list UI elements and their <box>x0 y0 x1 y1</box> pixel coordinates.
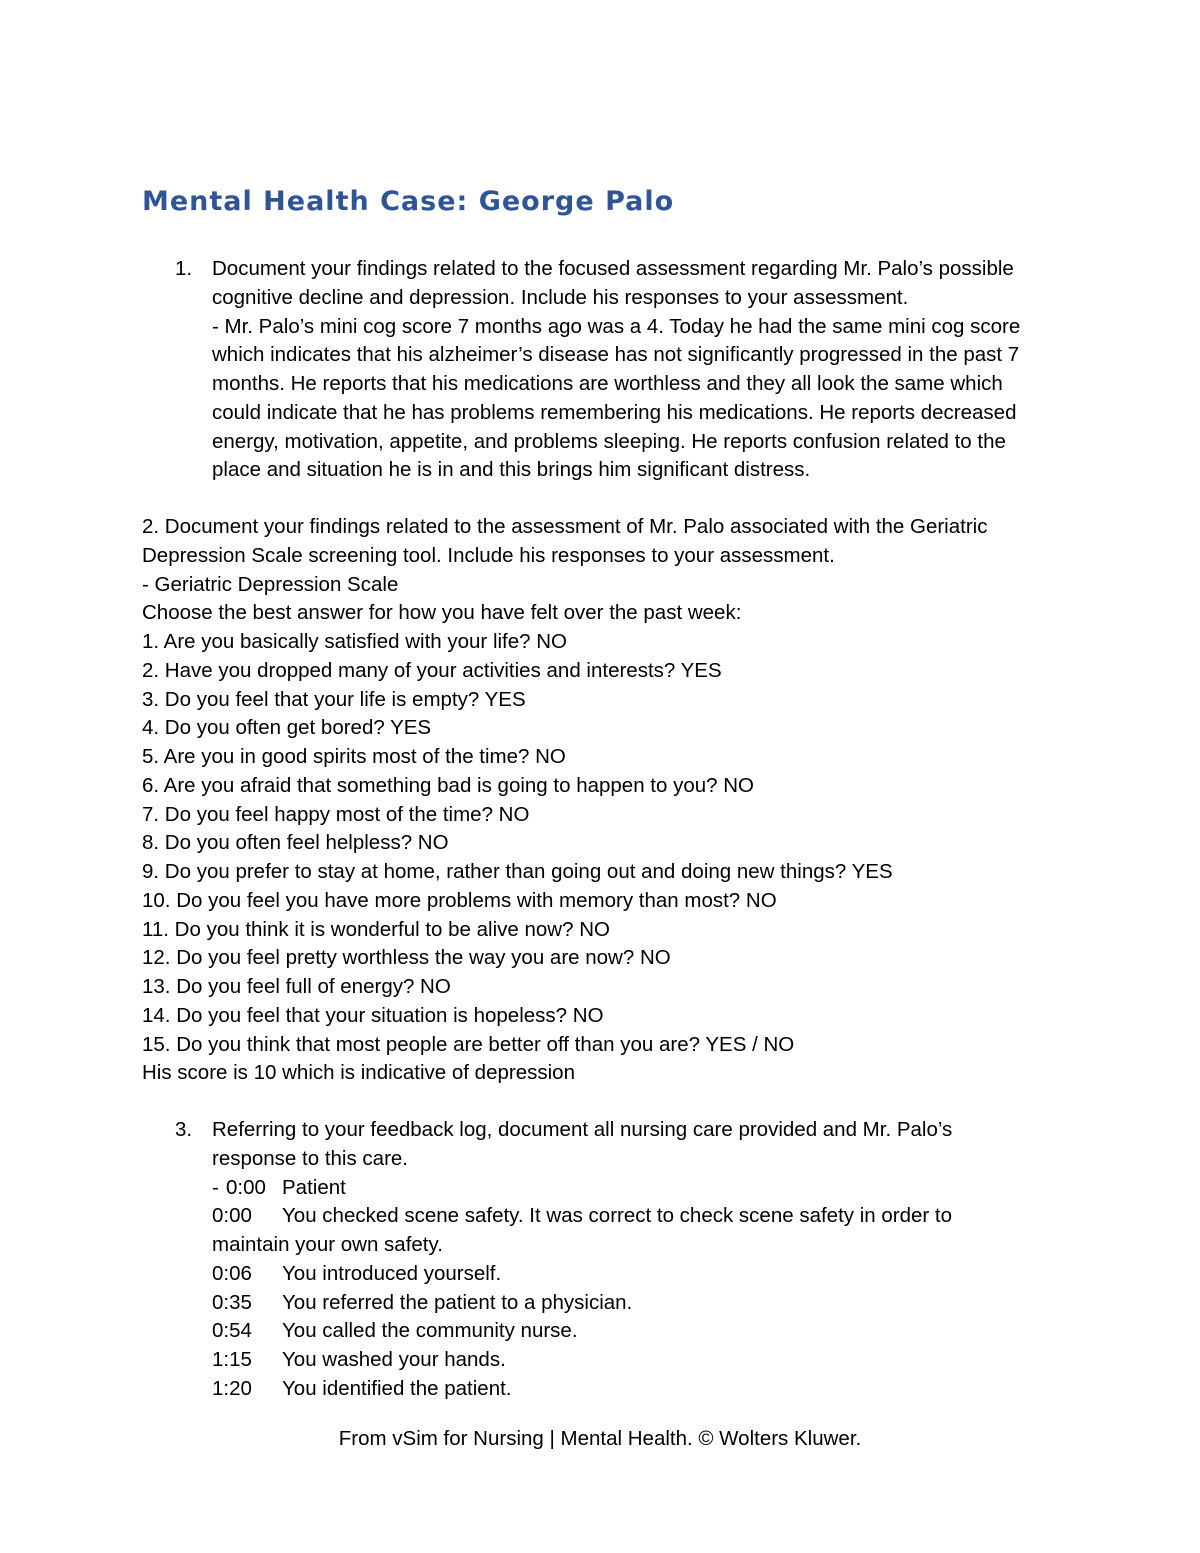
scale-instruction: Choose the best answer for how you have felt over the past week: <box>142 601 742 625</box>
page-footer: From vSim for Nursing | Mental Health. © Wolters Kluwer. <box>338 1427 862 1450</box>
question-1-prompt-line: cognitive decline and depression. Include his responses to your assessment. <box>212 285 909 309</box>
log-text: You called the community nurse. <box>282 1319 578 1343</box>
log-text: You checked scene safety. It was correct to check scene safety in order to <box>282 1204 953 1228</box>
question-2-prompt-line: Depression Scale screening tool. Include his responses to your assessment. <box>142 543 835 567</box>
question-3 <box>142 1116 1082 1404</box>
scale-item: 8. Do you often feel helpless? NO <box>142 831 449 855</box>
log-text-continued: maintain your own safety. <box>212 1233 443 1256</box>
scale-item: 2. Have you dropped many of your activities and interests? YES <box>142 658 722 682</box>
question-1-answer-line: months. He reports that his medications are worthless and they all look the same which <box>212 372 1003 395</box>
log-entry <box>212 1375 1082 1404</box>
scale-item: 4. Do you often get bored? YES <box>142 716 432 740</box>
log-text: You referred the patient to a physician. <box>282 1290 633 1314</box>
log-text: You introduced yourself. <box>282 1261 502 1285</box>
log-text: Patient <box>282 1175 346 1199</box>
question-1-answer-line: place and situation he is in and this brings him significant distress. <box>212 458 811 482</box>
question-1-answer-line: - Mr. Palo’s mini cog score 7 months ago was a 4. Today he had the same mini cog score <box>212 314 1021 338</box>
scale-item: 7. Do you feel happy most of the time? NO <box>142 802 530 826</box>
log-entry <box>212 1317 1082 1346</box>
scale-item: 15. Do you think that most people are better off than you are? YES / NO <box>142 1032 795 1056</box>
question-2 <box>142 513 1102 1088</box>
scale-item: 5. Are you in good spirits most of the time? NO <box>142 745 566 768</box>
log-entry <box>212 1289 1082 1318</box>
scale-title: - Geriatric Depression Scale <box>142 572 399 596</box>
scale-item: 6. Are you afraid that something bad is going to happen to you? NO <box>142 773 754 797</box>
question-3-number: 3. <box>175 1118 193 1141</box>
question-1 <box>142 255 1082 485</box>
document-title: Mental Health Case: George Palo <box>142 186 675 217</box>
log-header-prefix: - <box>212 1175 219 1199</box>
scale-item: 11. Do you think it is wonderful to be alive now? NO <box>142 917 610 941</box>
question-1-prompt-line: Document your findings related to the focused assessment regarding Mr. Palo’s possible <box>212 257 1014 280</box>
scale-item: 12. Do you feel pretty worthless the way you are now? NO <box>142 946 671 970</box>
log-header <box>212 1174 1082 1203</box>
scale-score: His score is 10 which is indicative of depression <box>142 1061 575 1085</box>
question-1-number: 1. <box>175 257 193 280</box>
log-text: You washed your hands. <box>282 1348 506 1371</box>
log-entry <box>212 1260 1082 1289</box>
log-time: 0:00 <box>226 1175 266 1199</box>
scale-item: 9. Do you prefer to stay at home, rather than going out and doing new things? YES <box>142 860 893 883</box>
scale-item: 14. Do you feel that your situation is hopeless? NO <box>142 1003 604 1027</box>
scale-item: 13. Do you feel full of energy? NO <box>142 975 451 998</box>
question-2-prompt-line: 2. Document your findings related to the assessment of Mr. Palo associated with the Geriatric <box>142 515 988 538</box>
log-text: You identified the patient. <box>282 1376 512 1400</box>
question-1-answer-line: could indicate that he has problems remembering his medications. He reports decreased <box>212 400 1017 424</box>
log-entry <box>212 1202 1082 1231</box>
log-time: 0:35 <box>212 1290 252 1314</box>
scale-item: 10. Do you feel you have more problems with memory than most? NO <box>142 888 777 912</box>
question-3-prompt-line: response to this care. <box>212 1146 408 1170</box>
scale-item: 1. Are you basically satisfied with your life? NO <box>142 630 567 653</box>
scale-item: 3. Do you feel that your life is empty? YES <box>142 687 526 711</box>
question-1-answer-line: which indicates that his alzheimer’s disease has not significantly progressed in the past 7 <box>212 343 1020 367</box>
log-entry <box>212 1346 1082 1375</box>
question-3-prompt-line: Referring to your feedback log, document all nursing care provided and Mr. Palo’s <box>212 1118 953 1141</box>
log-time: 1:20 <box>212 1376 252 1400</box>
log-time: 0:06 <box>212 1261 252 1285</box>
log-time: 1:15 <box>212 1348 252 1371</box>
log-time: 0:54 <box>212 1319 252 1343</box>
log-time: 0:00 <box>212 1204 252 1228</box>
question-1-answer-line: energy, motivation, appetite, and problems sleeping. He reports confusion related to the <box>212 429 1006 453</box>
